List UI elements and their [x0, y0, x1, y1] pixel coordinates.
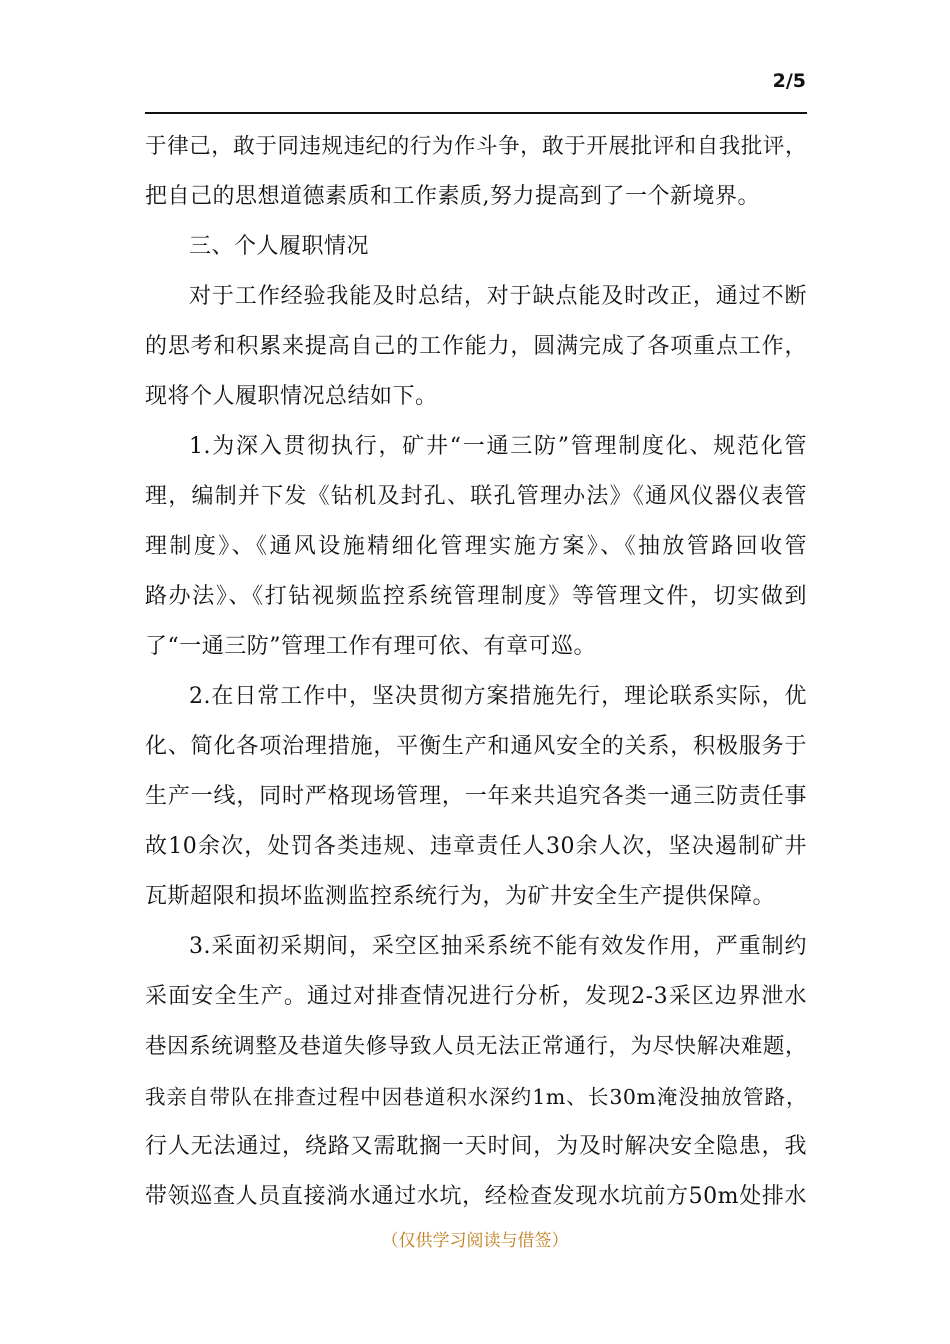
text-line: 把自己的思想道德素质和工作素质,努力提高到了一个新境界。 — [145, 184, 760, 209]
section-heading: 三、个人履职情况 — [189, 234, 370, 259]
text-line: 了“一通三防”管理工作有理可依、有章可巡。 — [145, 634, 596, 659]
text-line: 理，编制并下发《钻机及封孔、联孔管理办法》《通风仪器仪表管 — [145, 484, 807, 509]
text-line: 带领巡查人员直接淌水通过水坑，经检查发现水坑前方50m处排水 — [145, 1184, 807, 1209]
document-body — [145, 122, 807, 1222]
text-line: 巷因系统调整及巷道失修导致人员无法正常通行，为尽快解决难题， — [145, 1034, 807, 1059]
text-line: 1.为深入贯彻执行，矿井“一通三防”管理制度化、规范化管 — [189, 434, 807, 459]
text-line: 故10余次，处罚各类违规、违章责任人30余人次，坚决遏制矿井 — [145, 834, 807, 859]
text-line: 理制度》、《通风设施精细化管理实施方案》、《抽放管路回收管 — [145, 534, 807, 559]
footer-note: （仅供学习阅读与借签） — [381, 1231, 569, 1251]
text-line: 对于工作经验我能及时总结，对于缺点能及时改正，通过不断 — [189, 284, 807, 309]
text-line: 路办法》、《打钻视频监控系统管理制度》等管理文件，切实做到 — [145, 584, 807, 609]
header-rule — [145, 112, 807, 114]
text-line: 现将个人履职情况总结如下。 — [145, 384, 438, 409]
text-line: 采面安全生产。通过对排查情况进行分析，发现2-3采区边界泄水 — [145, 984, 807, 1009]
text-line: 于律己，敢于同违规违纪的行为作斗争，敢于开展批评和自我批评， — [145, 134, 807, 159]
text-line: 化、简化各项治理措施，平衡生产和通风安全的关系，积极服务于 — [145, 734, 807, 759]
text-line: 2.在日常工作中，坚决贯彻方案措施先行，理论联系实际，优 — [189, 684, 807, 709]
text-line: 生产一线，同时严格现场管理，一年来共追究各类一通三防责任事 — [145, 784, 807, 809]
text-line: 瓦斯超限和损坏监测监控系统行为，为矿井安全生产提供保障。 — [145, 884, 776, 909]
text-line: 的思考和积累来提高自己的工作能力，圆满完成了各项重点工作， — [145, 334, 807, 359]
page-number: 2/5 — [772, 70, 806, 92]
text-line: 3.采面初采期间，采空区抽采系统不能有效发作用，严重制约 — [189, 934, 807, 959]
text-line: 我亲自带队在排查过程中因巷道积水深约1m、长30m淹没抽放管路， — [145, 1085, 807, 1109]
text-line: 行人无法通过，绕路又需耽搁一天时间，为及时解决安全隐患，我 — [145, 1134, 807, 1159]
